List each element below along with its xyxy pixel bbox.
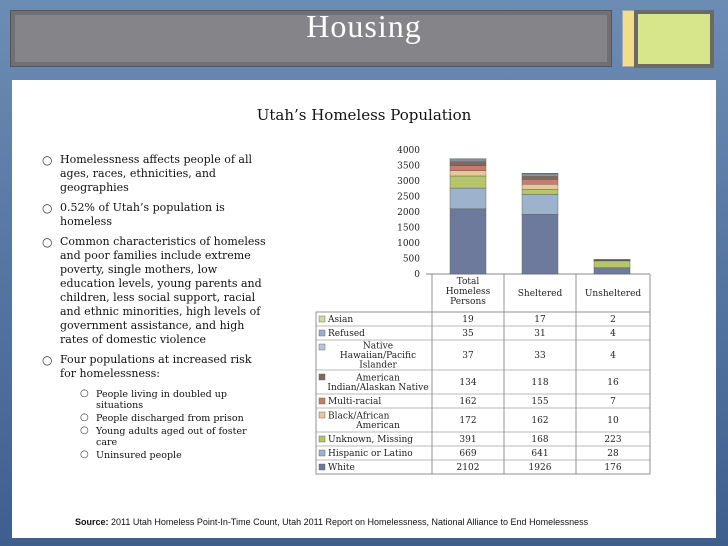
series-label: American: [356, 420, 400, 431]
y-tick-label: 1500: [397, 223, 420, 234]
bullet-text: 0.52% of Utah’s population is homeless: [60, 201, 225, 228]
y-tick-label: 1000: [397, 239, 420, 249]
bullet-marker-icon: ○: [42, 153, 53, 167]
sub-bullet-marker-icon: ○: [80, 388, 89, 399]
series-label: Refused: [328, 329, 365, 339]
sub-bullet-text: People living in doubled up situations: [96, 389, 227, 411]
bar-segment: [522, 173, 558, 174]
y-tick-label: 2000: [397, 208, 420, 218]
y-tick-label: 4000: [397, 146, 420, 156]
y-tick-label: 2500: [397, 192, 420, 203]
table-value: 223: [604, 435, 622, 445]
table-value: 28: [607, 449, 619, 459]
source-label: Source:: [75, 517, 109, 527]
sub-bullet-marker-icon: ○: [80, 425, 89, 436]
table-value: 16: [607, 378, 619, 388]
series-label: Indian/Alaskan Native: [327, 382, 429, 393]
series-label: Asian: [328, 315, 354, 325]
bar-segment: [450, 171, 486, 176]
legend-swatch: [319, 316, 325, 322]
legend-swatch: [319, 412, 325, 418]
table-value: 1926: [528, 463, 552, 473]
legend-swatch: [319, 450, 325, 456]
bar-segment: [450, 176, 486, 188]
bar-segment: [594, 269, 630, 274]
bar-segment: [522, 189, 558, 194]
y-tick-label: 3000: [397, 177, 420, 187]
category-label: Sheltered: [517, 289, 563, 299]
slide-title: Housing: [306, 8, 422, 44]
table-value: 118: [531, 378, 549, 388]
table-value: 134: [459, 378, 477, 388]
category-label: Persons: [450, 297, 486, 307]
bar-segment: [594, 259, 630, 260]
y-tick-label: 0: [414, 270, 420, 280]
table-value: 162: [531, 416, 549, 426]
sub-bullet-text: People discharged from prison: [96, 413, 244, 424]
bar-segment: [522, 179, 558, 184]
series-label: White: [328, 463, 355, 473]
legend-swatch: [319, 330, 325, 336]
category-label: Total: [456, 277, 480, 287]
bar-segment: [450, 209, 486, 274]
bar-segment: [522, 176, 558, 180]
bullet-marker-icon: ○: [42, 235, 53, 249]
series-label: Black/African: [328, 411, 390, 422]
table-value: 19: [462, 315, 474, 325]
table-value: 168: [531, 435, 549, 445]
y-tick-label: 500: [402, 254, 420, 265]
legend-swatch: [319, 436, 325, 442]
bullet-marker-icon: ○: [42, 353, 53, 367]
series-label: Native: [362, 341, 394, 352]
table-value: 2: [610, 315, 616, 325]
bullet-text: Homelessness affects people of all ages, races, ethnicities, and geographies: [60, 153, 252, 194]
table-value: 669: [459, 449, 477, 459]
sub-bullet-text: Young adults aged out of foster care: [96, 426, 247, 448]
table-value: 7: [610, 397, 616, 407]
table-value: 4: [610, 329, 616, 339]
sub-bullet-marker-icon: ○: [80, 412, 89, 423]
sub-bullet-marker-icon: ○: [80, 449, 89, 460]
legend-swatch: [319, 374, 325, 380]
bar-segment: [450, 159, 486, 160]
bar-segment: [594, 261, 630, 268]
table-value: 37: [462, 351, 474, 361]
table-value: 31: [534, 329, 546, 339]
bullet-text: Common characteristics of homeless and poor families include extreme poverty, single mothers, low education levels, young parents and children, less social support, racial and ethnic minorities, high levels of government assistance, and high rates of domestic violence: [60, 235, 266, 346]
legend-swatch: [319, 398, 325, 404]
table-value: 33: [534, 351, 546, 361]
bullet-text: Four populations at increased risk for homelessness:: [60, 353, 252, 380]
series-label: Hispanic or Latino: [328, 449, 413, 459]
bar-segment: [522, 184, 558, 189]
series-label: Hawaiian/Pacific: [339, 351, 417, 361]
bullet-marker-icon: ○: [42, 201, 53, 215]
series-label: American: [356, 373, 400, 384]
table-value: 641: [531, 449, 549, 459]
bar-segment: [450, 166, 486, 171]
table-value: 176: [604, 463, 622, 473]
source-citation: [75, 517, 588, 527]
table-value: 155: [531, 397, 549, 407]
bar-segment: [450, 161, 486, 165]
table-value: 2102: [456, 463, 480, 473]
table-value: 162: [459, 397, 477, 407]
legend-swatch: [319, 344, 325, 350]
bar-segment: [522, 214, 558, 274]
category-label: Unsheltered: [584, 289, 642, 299]
category-label: Homeless: [445, 287, 491, 297]
chart-title: Utah’s Homeless Population: [256, 106, 472, 124]
table-value: 172: [459, 416, 477, 426]
table-value: 391: [459, 435, 477, 445]
table-value: 4: [610, 351, 616, 361]
series-label: Islander: [359, 360, 397, 371]
bar-segment: [522, 194, 558, 214]
sub-bullet-text: Uninsured people: [96, 450, 182, 461]
bar-segment: [450, 188, 486, 209]
series-label: Multi-racial: [328, 397, 382, 407]
y-tick-label: 3500: [397, 161, 420, 172]
series-label: Unknown, Missing: [328, 435, 414, 445]
table-value: 35: [462, 329, 474, 339]
legend-swatch: [319, 464, 325, 470]
source-text: 2011 Utah Homeless Point-In-Time Count, Utah 2011 Report on Homelessness, National Alliance to End Homelessness: [108, 517, 589, 527]
table-value: 17: [534, 315, 546, 325]
table-value: 10: [607, 416, 619, 426]
